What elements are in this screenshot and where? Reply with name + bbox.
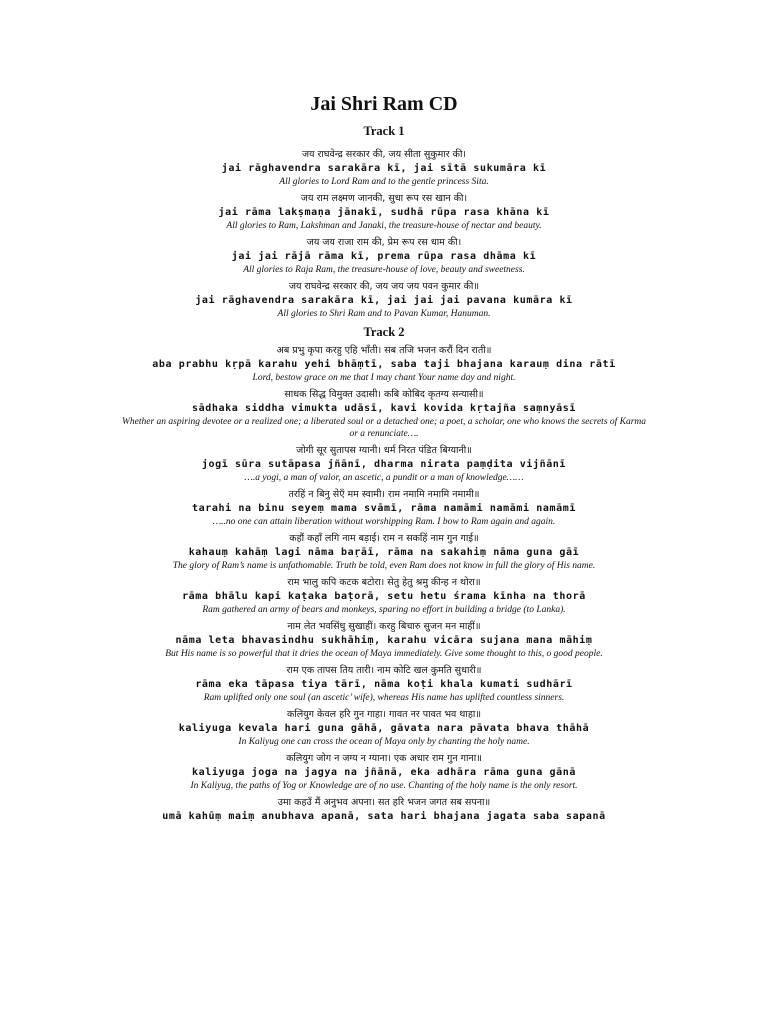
translation-line: All glories to Ram, Lakshman and Janaki, the treasure-house of nectar and beauty. <box>226 221 542 231</box>
translation-line: …..no one can attain liberation without worshipping Ram. I bow to Ram again and again. <box>212 517 556 527</box>
devanagari-line: कलियुग जोग न जग्य न ग्याना। एक अधार राम गुन गाना॥ <box>286 753 482 764</box>
translation-line: Lord, bestow grace on me that I may chant Your name day and night. <box>252 373 516 383</box>
transliteration-line: sādhaka siddha vimukta udāsī, kavi kovida kṛtajña saṃnyāsī <box>192 403 576 414</box>
devanagari-line: जोगी सूर सुतापस ग्यानी। धर्म निरत पंडित बिग्यानी॥ <box>296 445 472 456</box>
verse <box>0 191 768 232</box>
verse <box>0 147 768 188</box>
translation-line: Ram uplifted only one soul (an ascetic’ wife), whereas His name has uplifted countless sinners. <box>203 693 565 703</box>
devanagari-line: कलियुग केवल हरि गुन गाहा। गावत नर पावत भव थाहा॥ <box>286 709 482 720</box>
devanagari-line: जय राघवेन्द्र सरकार की, जय सीता सुकुमार की। <box>301 149 467 160</box>
devanagari-line: जय जय राजा राम की, प्रेम रूप रस धाम की। <box>306 237 462 248</box>
verse <box>0 343 768 384</box>
verse <box>0 531 768 572</box>
transliteration-line: kaliyuga joga na jagya na jñānā, eka adhāra rāma guna gānā <box>192 767 576 778</box>
verse <box>0 575 768 616</box>
transliteration-line: jai rāghavendra sarakāra kī, jai sītā sukumāra kī <box>221 163 547 174</box>
devanagari-line: राम एक तापस तिय तारी। नाम कोटि खल कुमति सुधारी॥ <box>286 665 482 676</box>
transliteration-line: rāma bhālu kapi kaṭaka baṭorā, setu hetu śrama kīnha na thorā <box>182 591 586 602</box>
translation-line: The glory of Ram’s name is unfathomable. Truth be told, even Ram does not know in full the glory of His name. <box>172 561 596 571</box>
track-heading: Track 1 <box>363 124 405 138</box>
verse <box>0 663 768 704</box>
translation-line: Ram gathered an army of bears and monkeys, sparing no effort in building a bridge (to Lanka). <box>202 605 566 615</box>
verse <box>0 795 768 824</box>
translation-line: In Kaliyug one can cross the ocean of Maya only by chanting the holy name. <box>238 737 530 747</box>
transliteration-line: kaliyuga kevala hari guna gāhā, gāvata nara pāvata bhava thāhā <box>178 723 590 734</box>
devanagari-line: नाम लेत भवसिंधु सुखाहीं। करहु बिचारु सुजन मन माहीं॥ <box>287 621 481 632</box>
translation-line: ….a yogi, a man of valor, an ascetic, a pundit or a man of knowledge…… <box>244 473 524 483</box>
translation-line: In Kaliyug, the paths of Yog or Knowledge are of no use. Chanting of the holy name is the only resort. <box>190 781 578 791</box>
transliteration-line: aba prabhu kṛpā karahu yehi bhāṃtī, saba taji bhajana karauṃ dina rātī <box>152 359 616 370</box>
devanagari-line: अब प्रभु कृपा करहु एहि भाँती। सब तजि भजन करौं दिन राती॥ <box>276 345 492 356</box>
transliteration-line: jai rāma lakṣmaṇa jānakī, sudhā rūpa rasa khāna kī <box>218 207 550 218</box>
transliteration-line: umā kahūṃ maiṃ anubhava apanā, sata hari bhajana jagata saba sapanā <box>162 811 606 822</box>
transliteration-line: jai rāghavendra sarakāra kī, jai jai jai pavana kumāra kī <box>195 295 573 306</box>
transliteration-line: jogī sūra sutāpasa jñānī, dharma nirata paṃḍita vijñānī <box>201 459 567 470</box>
verse <box>0 279 768 320</box>
devanagari-line: तरहिं न बिनु सेएँ मम स्वामी। राम नमामि नमामि नमामी॥ <box>288 489 480 500</box>
page-title: Jai Shri Ram CD <box>310 93 458 115</box>
devanagari-line: साधक सिद्ध विमुक्त उदासी। कबि कोबिद कृतग्य सन्यासी॥ <box>284 389 484 400</box>
devanagari-line: जय राघवेन्द्र सरकार की, जय जय जय पवन कुमार की॥ <box>288 281 480 292</box>
track-heading: Track 2 <box>363 325 405 339</box>
transliteration-line: jai jai rājā rāma kī, prema rūpa rasa dhāma kī <box>231 251 537 262</box>
transliteration-line: rāma eka tāpasa tiya tārī, nāma koṭi khala kumati sudhārī <box>195 679 573 690</box>
verse <box>0 707 768 748</box>
verse <box>0 619 768 660</box>
verse <box>0 751 768 792</box>
verse <box>0 443 768 484</box>
transliteration-line: nāma leta bhavasindhu sukhāhiṃ, karahu vicāra sujana mana māhiṃ <box>175 635 593 646</box>
translation-line: All glories to Lord Ram and to the gentle princess Sita. <box>279 177 489 187</box>
transliteration-line: tarahi na binu seyeṃ mama svāmī, rāma namāmi namāmi namāmī <box>192 503 576 514</box>
verse <box>0 387 768 440</box>
track-1-section <box>0 123 768 320</box>
transliteration-line: kahauṃ kahāṃ lagi nāma baṛāī, rāma na sakahiṃ nāma guna gāī <box>188 547 580 558</box>
devanagari-line: उमा कहउँ मैं अनुभव अपना। सत हरि भजन जगत सब सपना॥ <box>277 797 491 808</box>
verse <box>0 487 768 528</box>
translation-line: But His name is so powerful that it dries the ocean of Maya immediately. Give some thought to this, o good people. <box>165 649 603 659</box>
devanagari-line: कहौं कहाँ लगि नाम बड़ाई। राम न सकहिं नाम गुन गाई॥ <box>289 533 479 544</box>
translation-line: Whether an aspiring devotee or a realized one; a liberated soul or a detached one; a poet, a scholar, one who knows the secrets of Karma or a renunciate…. <box>121 417 647 439</box>
translation-line: All glories to Shri Ram and to Pavan Kumar, Hanuman. <box>277 309 491 319</box>
devanagari-line: जय राम लक्ष्मण जानकी, सुधा रूप रस खान की। <box>300 193 468 204</box>
verse <box>0 235 768 276</box>
devanagari-line: राम भालु कपि कटक बटोरा। सेतु हेतु श्रमु कीन्ह न थोरा॥ <box>287 577 481 588</box>
track-2-section <box>0 324 768 824</box>
translation-line: All glories to Raja Ram, the treasure-house of love, beauty and sweetness. <box>243 265 525 275</box>
